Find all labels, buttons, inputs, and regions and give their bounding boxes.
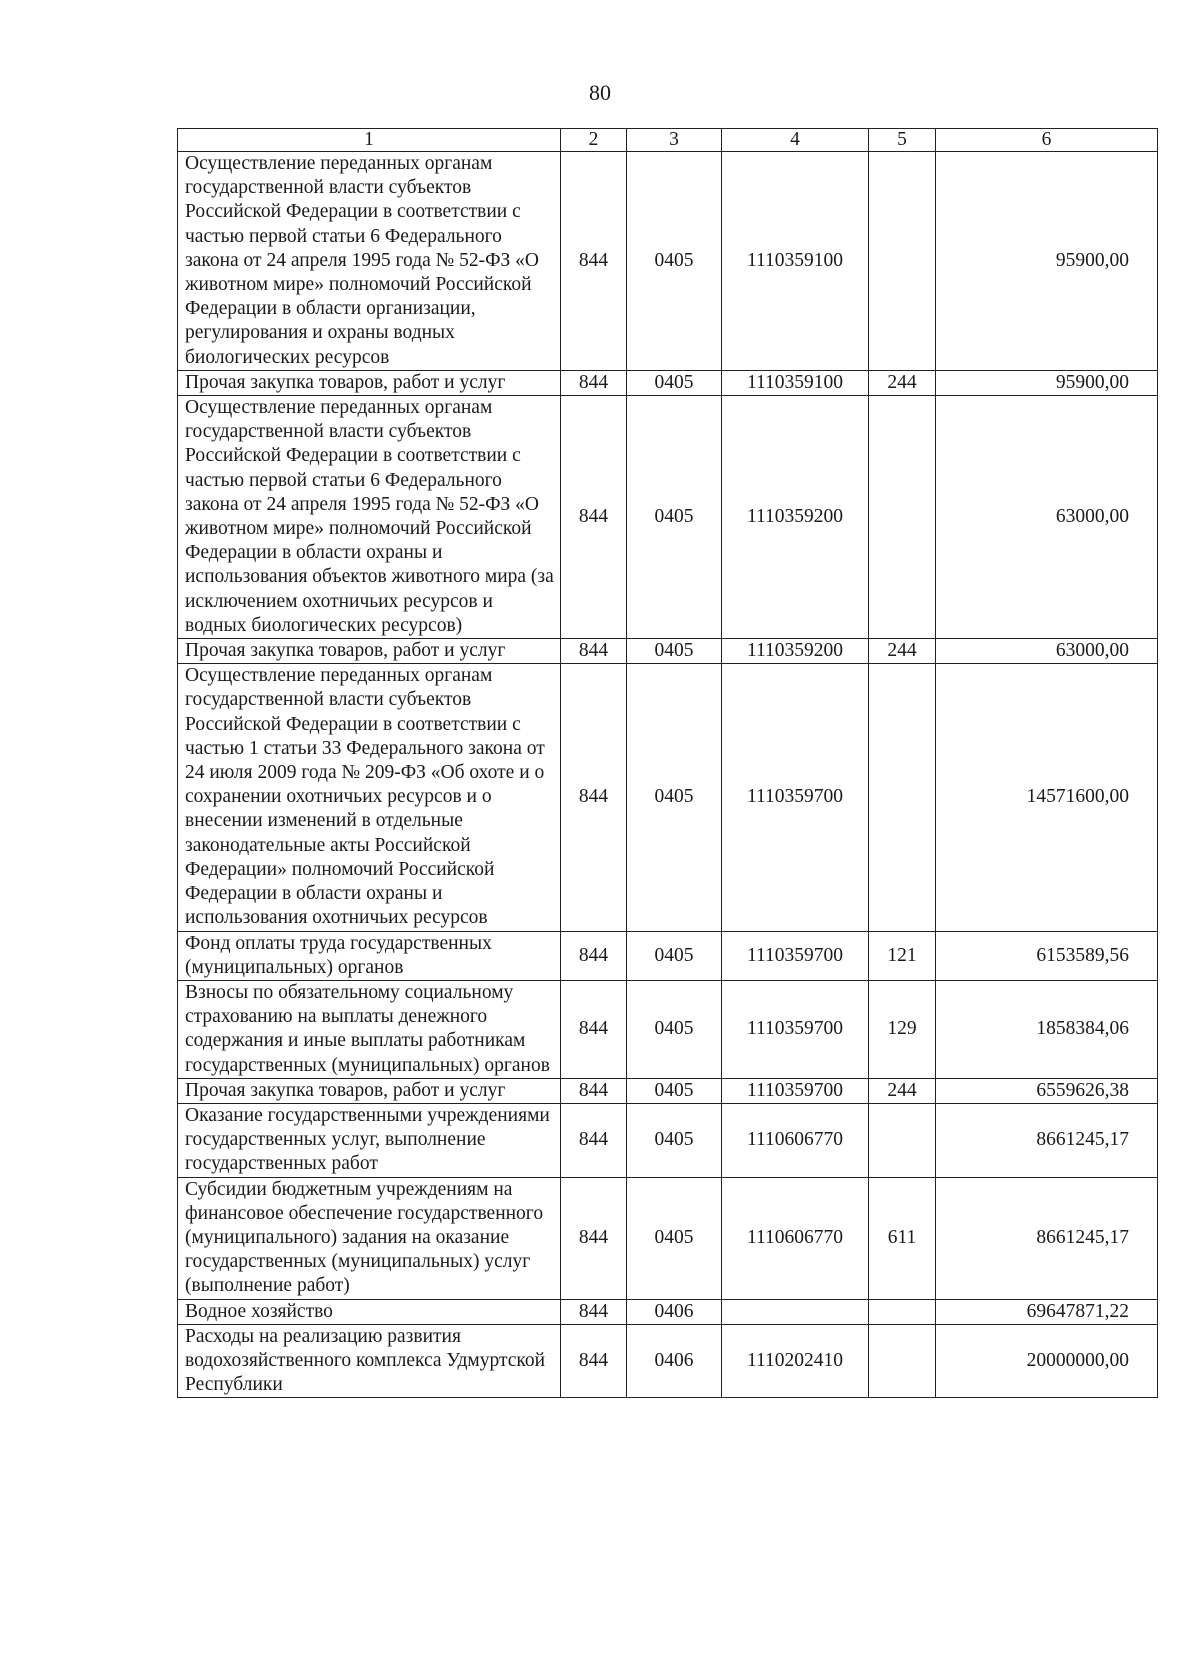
row-amount: 6153589,56 <box>936 931 1158 980</box>
header-cell: 6 <box>936 129 1158 152</box>
row-target-code: 1110359700 <box>722 1078 869 1103</box>
row-ministry-code: 844 <box>561 1078 627 1103</box>
row-expense-type <box>869 1299 936 1324</box>
table-row <box>178 370 1158 395</box>
row-description: Осуществление переданных органам государственной власти субъектов Российской Федерации в соответствии с частью первой статьи 6 Федерального закона от 24 апреля 1995 года № 52-ФЗ «О животном мире» полномочий Российской Федерации в области охраны и использования объектов животного мира (за исключением охотничьих ресурсов и водных биологических ресурсов) <box>178 396 561 639</box>
row-target-code: 1110202410 <box>722 1324 869 1398</box>
table-row <box>178 664 1158 931</box>
row-expense-type <box>869 1324 936 1398</box>
row-expense-type <box>869 1103 936 1177</box>
table-row <box>178 1177 1158 1299</box>
page-number: 80 <box>589 80 611 105</box>
row-target-code <box>722 1299 869 1324</box>
row-section-code: 0405 <box>627 1103 722 1177</box>
row-target-code: 1110606770 <box>722 1177 869 1299</box>
row-amount: 63000,00 <box>936 639 1158 664</box>
table-row <box>178 931 1158 980</box>
row-amount: 20000000,00 <box>936 1324 1158 1398</box>
row-ministry-code: 844 <box>561 370 627 395</box>
row-section-code: 0405 <box>627 1177 722 1299</box>
row-ministry-code: 844 <box>561 396 627 639</box>
row-description: Фонд оплаты труда государственных (муниципальных) органов <box>178 931 561 980</box>
row-target-code: 1110359100 <box>722 370 869 395</box>
table-row <box>178 1324 1158 1398</box>
row-ministry-code: 844 <box>561 1103 627 1177</box>
row-description: Водное хозяйство <box>178 1299 561 1324</box>
row-description: Осуществление переданных органам государственной власти субъектов Российской Федерации в соответствии с частью 1 статьи 33 Федерального закона от 24 июля 2009 года № 209-ФЗ «Об охоте и о сохранении охотничьих ресурсов и о внесении изменений в отдельные законодательные акты Российской Федерации» полномочий Российской Федерации в области охраны и использования охотничьих ресурсов <box>178 664 561 931</box>
header-row <box>178 129 1158 152</box>
row-amount: 6559626,38 <box>936 1078 1158 1103</box>
row-target-code: 1110359700 <box>722 980 869 1078</box>
row-expense-type <box>869 664 936 931</box>
row-expense-type: 244 <box>869 370 936 395</box>
row-target-code: 1110359100 <box>722 152 869 371</box>
row-section-code: 0405 <box>627 396 722 639</box>
row-target-code: 1110359200 <box>722 639 869 664</box>
row-description: Прочая закупка товаров, работ и услуг <box>178 1078 561 1103</box>
budget-table <box>177 128 1158 1398</box>
row-ministry-code: 844 <box>561 1299 627 1324</box>
row-section-code: 0405 <box>627 931 722 980</box>
row-section-code: 0405 <box>627 980 722 1078</box>
row-section-code: 0406 <box>627 1324 722 1398</box>
row-ministry-code: 844 <box>561 980 627 1078</box>
row-description: Прочая закупка товаров, работ и услуг <box>178 370 561 395</box>
row-target-code: 1110606770 <box>722 1103 869 1177</box>
table-row <box>178 639 1158 664</box>
row-section-code: 0406 <box>627 1299 722 1324</box>
row-section-code: 0405 <box>627 370 722 395</box>
header-cell: 2 <box>561 129 627 152</box>
row-amount: 63000,00 <box>936 396 1158 639</box>
row-expense-type: 611 <box>869 1177 936 1299</box>
row-expense-type: 244 <box>869 639 936 664</box>
row-amount: 95900,00 <box>936 370 1158 395</box>
row-ministry-code: 844 <box>561 1324 627 1398</box>
row-ministry-code: 844 <box>561 931 627 980</box>
row-amount: 8661245,17 <box>936 1177 1158 1299</box>
row-description: Субсидии бюджетным учреждениям на финансовое обеспечение государственного (муниципального) задания на оказание государственных (муниципальных) услуг (выполнение работ) <box>178 1177 561 1299</box>
row-ministry-code: 844 <box>561 664 627 931</box>
row-amount: 95900,00 <box>936 152 1158 371</box>
row-amount: 8661245,17 <box>936 1103 1158 1177</box>
table-row <box>178 1299 1158 1324</box>
row-section-code: 0405 <box>627 639 722 664</box>
header-cell: 5 <box>869 129 936 152</box>
row-section-code: 0405 <box>627 664 722 931</box>
row-description: Осуществление переданных органам государственной власти субъектов Российской Федерации в соответствии с частью первой статьи 6 Федерального закона от 24 апреля 1995 года № 52-ФЗ «О животном мире» полномочий Российской Федерации в области организации, регулирования и охраны водных биологических ресурсов <box>178 152 561 371</box>
table-row <box>178 1078 1158 1103</box>
header-cell: 4 <box>722 129 869 152</box>
row-section-code: 0405 <box>627 152 722 371</box>
row-expense-type: 129 <box>869 980 936 1078</box>
table-row <box>178 396 1158 639</box>
row-ministry-code: 844 <box>561 639 627 664</box>
row-section-code: 0405 <box>627 1078 722 1103</box>
table-row <box>178 152 1158 371</box>
row-expense-type <box>869 396 936 639</box>
row-description: Прочая закупка товаров, работ и услуг <box>178 639 561 664</box>
table-row <box>178 980 1158 1078</box>
row-expense-type: 121 <box>869 931 936 980</box>
row-target-code: 1110359200 <box>722 396 869 639</box>
row-description: Оказание государственными учреждениями государственных услуг, выполнение государственных работ <box>178 1103 561 1177</box>
row-target-code: 1110359700 <box>722 664 869 931</box>
row-amount: 14571600,00 <box>936 664 1158 931</box>
row-expense-type: 244 <box>869 1078 936 1103</box>
row-amount: 69647871,22 <box>936 1299 1158 1324</box>
header-cell: 3 <box>627 129 722 152</box>
row-expense-type <box>869 152 936 371</box>
row-amount: 1858384,06 <box>936 980 1158 1078</box>
row-ministry-code: 844 <box>561 1177 627 1299</box>
row-target-code: 1110359700 <box>722 931 869 980</box>
row-ministry-code: 844 <box>561 152 627 371</box>
row-description: Расходы на реализацию развития водохозяйственного комплекса Удмуртской Республики <box>178 1324 561 1398</box>
row-description: Взносы по обязательному социальному страхованию на выплаты денежного содержания и иные выплаты работникам государственных (муниципальных) органов <box>178 980 561 1078</box>
header-cell: 1 <box>178 129 561 152</box>
table-row <box>178 1103 1158 1177</box>
